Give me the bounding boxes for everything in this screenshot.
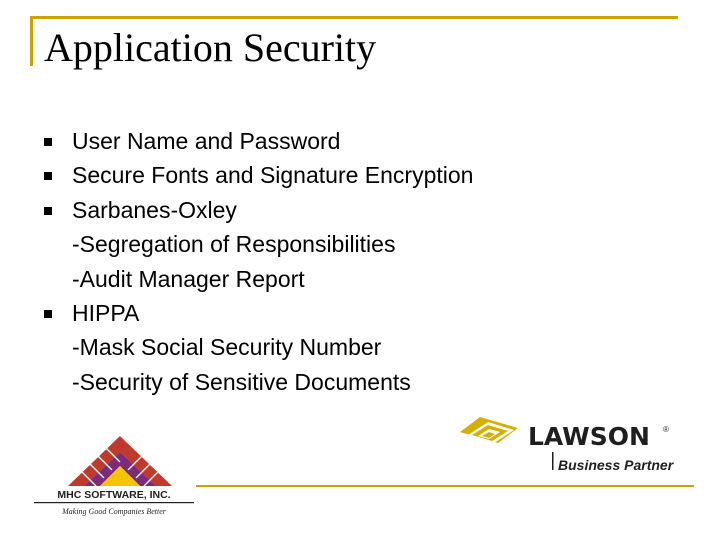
bullet-item bbox=[44, 296, 604, 399]
square-bullet-icon bbox=[44, 172, 52, 180]
footer-rule bbox=[196, 485, 694, 487]
bullet-text: User Name and Password bbox=[72, 128, 341, 154]
square-bullet-icon bbox=[44, 207, 52, 215]
bullet-text: HIPPA bbox=[72, 300, 140, 327]
bullet-subitem: -Security of Sensitive Documents bbox=[72, 368, 411, 395]
bullet-list bbox=[44, 124, 604, 399]
mhc-divider bbox=[34, 502, 194, 503]
mhc-wordmark: MHC SOFTWARE, INC. bbox=[57, 489, 171, 501]
lawson-wordmark: LAWSON bbox=[528, 422, 650, 451]
bullet-item bbox=[44, 124, 604, 158]
bullet-text: Secure Fonts and Signature Encryption bbox=[72, 162, 474, 189]
title-frame-left-line bbox=[30, 16, 33, 66]
slide-title: Application Security bbox=[44, 25, 377, 70]
mhc-tagline: Making Good Companies Better bbox=[62, 507, 166, 516]
bullet-item bbox=[44, 158, 604, 192]
lawson-divider bbox=[552, 452, 554, 470]
bullet-text: Sarbanes-Oxley bbox=[72, 196, 237, 223]
mhc-roof-icon bbox=[68, 436, 172, 486]
mhc-software-logo bbox=[30, 432, 200, 520]
lawson-business-partner-logo bbox=[458, 412, 688, 476]
square-bullet-icon bbox=[44, 310, 52, 318]
bullet-item bbox=[44, 193, 604, 296]
lawson-chevron-icon bbox=[460, 417, 518, 443]
bullet-subitem: -Audit Manager Report bbox=[72, 265, 305, 292]
bullet-subitem: -Mask Social Security Number bbox=[72, 334, 382, 361]
bullet-subitem: -Segregation of Responsibilities bbox=[72, 231, 396, 258]
title-frame-top-line bbox=[30, 16, 678, 19]
lawson-tagline: Business Partner bbox=[558, 457, 674, 473]
lawson-registered-mark: ® bbox=[663, 425, 669, 434]
square-bullet-icon bbox=[44, 138, 52, 146]
